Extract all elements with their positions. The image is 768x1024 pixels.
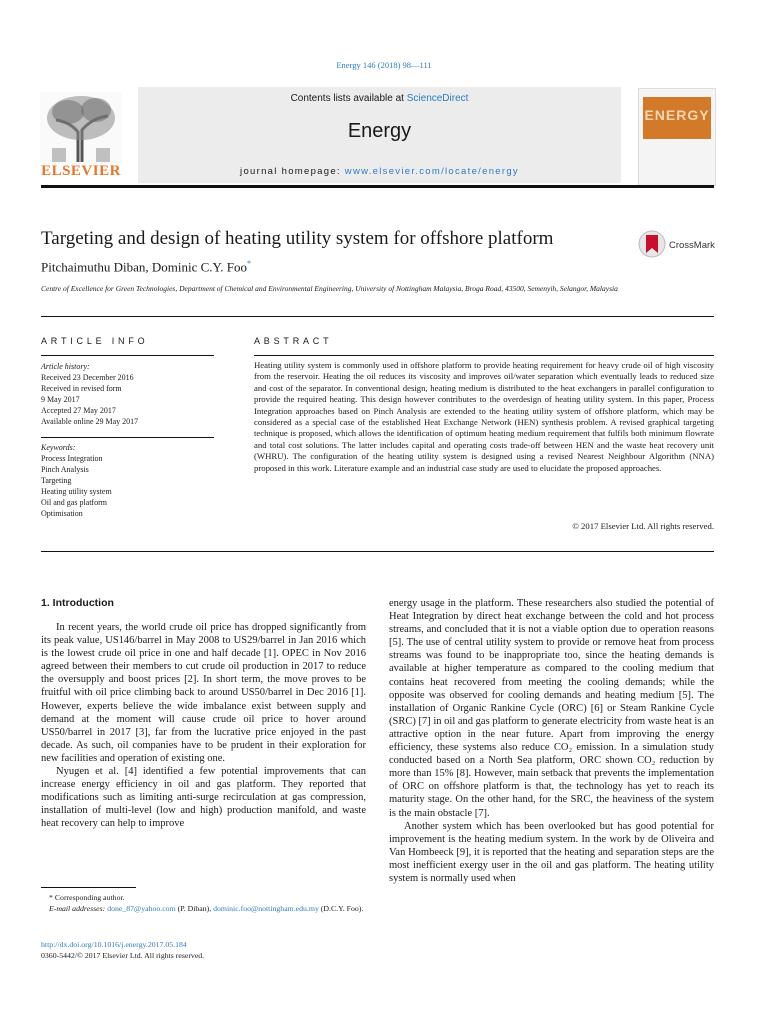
- footnote-rule: [41, 887, 136, 888]
- email-owner: (D.C.Y. Foo).: [318, 904, 364, 913]
- header-rule: [41, 185, 714, 188]
- publisher-logo-text: ELSEVIER: [41, 163, 121, 179]
- issn-line: 0360-5442/© 2017 Elsevier Ltd. All rights reserved.: [41, 951, 205, 960]
- affiliation: Centre of Excellence for Green Technologies, Department of Chemical and Environmental Engineering, University of Nottingham Malaysia, Broga Road, 43500, Semenyih, Selangor, Malaysia: [41, 284, 618, 293]
- email-label: E-mail addresses:: [49, 904, 108, 913]
- abstract-heading: ABSTRACT: [254, 336, 333, 346]
- doi-block: [41, 939, 204, 961]
- history-item: 9 May 2017: [41, 395, 80, 404]
- history-item: Accepted 27 May 2017: [41, 406, 116, 415]
- keyword-item: Oil and gas platform: [41, 498, 107, 507]
- section-heading: 1. Introduction: [41, 597, 114, 609]
- email-link[interactable]: dominic.foo@nottingham.edu.my: [213, 904, 319, 913]
- divider: [254, 355, 714, 356]
- corresponding-author-mark[interactable]: *: [246, 259, 251, 268]
- abstract-text: Heating utility system is commonly used in offshore platform to provide heating requirement for heavy crude oil of high viscosity from the reservoir. Heating the oil reduces its viscosity and improves oil/water separation which eventually leads to reduced size and cost of the separator. In conventional design, heating medium is distributed to the heat exchangers in parallel configuration to provide the required heating. This design however contributes to the overdesign of heating utility system. In this paper, Process Integration approaches based on Pinch Analysis are extended to the heating utility system of offshore platform, which may be considered as a special case of the established Heat Exchange Network (HEN) synthesis problem. A revised graphical targeting technique is proposed, which allows the identification of optimum heating medium requirement that fulfils both minimum flowrate and total cost solutions. The latter includes capital and operating costs trade-off between HEN and the waste heat recovery unit (WHRU). The configuration of the heating utility system is designed using a revised Nearest Neighbour Algorithm (NNA) proposed in this work. Literature example and an industrial case study are used to elucidate the proposed approaches.: [254, 360, 714, 473]
- body-column-left: [41, 621, 366, 831]
- authors-text: Pitchaimuthu Diban, Dominic C.Y. Foo: [41, 259, 247, 275]
- contents-prefix: Contents lists available at: [290, 93, 407, 104]
- keyword-item: Process Integration: [41, 454, 103, 463]
- corresponding-author-note: * Corresponding author.: [49, 893, 125, 902]
- keyword-item: Optimisation: [41, 509, 83, 518]
- crossmark-label: CrossMark: [669, 240, 715, 251]
- sciencedirect-link[interactable]: ScienceDirect: [406, 93, 469, 104]
- keyword-item: Heating utility system: [41, 487, 112, 496]
- history-item: Received 23 December 2016: [41, 373, 134, 382]
- author-list: [41, 259, 251, 275]
- divider: [41, 316, 714, 317]
- divider: [41, 355, 214, 356]
- history-item: Available online 29 May 2017: [41, 417, 139, 426]
- journal-citation[interactable]: Energy 146 (2018) 98—111: [336, 60, 432, 70]
- divider: [41, 437, 214, 438]
- contents-line: [138, 93, 621, 104]
- history-item: Received in revised form: [41, 384, 122, 393]
- article-info-heading: ARTICLE INFO: [41, 336, 149, 346]
- homepage-link[interactable]: www.elsevier.com/locate/energy: [344, 166, 519, 177]
- history-label: Article history:: [41, 362, 90, 371]
- doi-link[interactable]: http://dx.doi.org/10.1016/j.energy.2017.05.184: [41, 940, 187, 949]
- email-owner: (P. Diban),: [175, 904, 214, 913]
- abstract-copyright: © 2017 Elsevier Ltd. All rights reserved.: [572, 521, 714, 531]
- keywords: [41, 442, 216, 519]
- cover-title: ENERGY: [644, 107, 710, 123]
- keyword-item: Pinch Analysis: [41, 465, 89, 474]
- journal-homepage-line: [138, 166, 621, 177]
- keyword-item: Targeting: [41, 476, 72, 485]
- article-history: [41, 361, 216, 427]
- keywords-label: Keywords:: [41, 443, 76, 452]
- email-line: [41, 903, 366, 914]
- divider: [41, 551, 714, 552]
- body-paragraph: Another system which has been overlooked but has good potential for improvement is the heating medium system. In the work by de Oliveira and Van Hombeeck [9], it is reported that the heating and separation steps are the most inefficient exergy user in the oil and gas platform. The heating utility system is normally used when: [389, 820, 714, 884]
- journal-cover-thumbnail[interactable]: [638, 88, 716, 186]
- homepage-prefix: journal homepage:: [240, 166, 345, 177]
- crossmark-badge[interactable]: [638, 229, 720, 259]
- email-link[interactable]: done_87@yahoo.com: [107, 904, 176, 913]
- journal-name: Energy: [347, 120, 412, 142]
- body-paragraph: energy usage in the platform. These researchers also studied the potential of Heat Integration by direct heat exchange between the cold and hot process streams, and concluded that it is not a viable option due to operation reasons [5]. The use of central utility system to provide or remove heat from process streams was found to be inappropriate too, since the heating demands is available at higher temperature as compared to the cooling medium that contains heat recovered from meeting the cooling demands; while the opposite was observed for cooling demands and heating medium [5]. The installation of Organic Rankine Cycle (ORC) [6] or Steam Rankine Cycle (SRC) [7] in oil and gas platform to generate electricity from waste heat is an attractive option in the near future. Apart from improving the energy efficiency, these systems also reduce CO₂ emission. In a simulation study conducted based on a North Sea platform, ORC shown CO₂ reduction by more than 15% [8]. However, main setback that prevents the implementation of ORC on offshore platform is that, the technology has yet to reach its maturity stage. On the other hand, for the SRC, the heaviness of the system is the main obstacle [7].: [389, 598, 714, 819]
- footnote: [41, 892, 366, 914]
- body-paragraph: In recent years, the world crude oil price has dropped significantly from its peak value, US146/barrel in May 2008 to US29/barrel in Jan 2016 which is the lowest crude oil price in one and half decade [1]. OPEC in Nov 2016 agreed between their members to cut crude oil production in 2017 to reduce the oversupply and boost prices [2]. In short term, the move proves to be fruitful with oil price climbing back to around US50/barrel in Dec 2016 [1]. However, experts believe the wide imbalance exist between supply and demand at the moment will cause crude oil price to hover around US50/barrel in 2017 [3], far from the lucrative price enjoyed in the past decade. As such, oil companies have to be prudent in their exploration for new facilities and operation of existing one.: [41, 622, 366, 764]
- body-paragraph: Nyugen et al. [4] identified a few potential improvements that can increase energy efficiency in oil and gas platform. They reported that modifications such as limiting anti-surge recirculation at gas compression, installation of multi-level (low and high) production manifold, and waste heat recovery can help to improve: [41, 766, 366, 830]
- body-column-right: [389, 597, 714, 885]
- article-title: Targeting and design of heating utility system for offshore platform: [41, 228, 554, 249]
